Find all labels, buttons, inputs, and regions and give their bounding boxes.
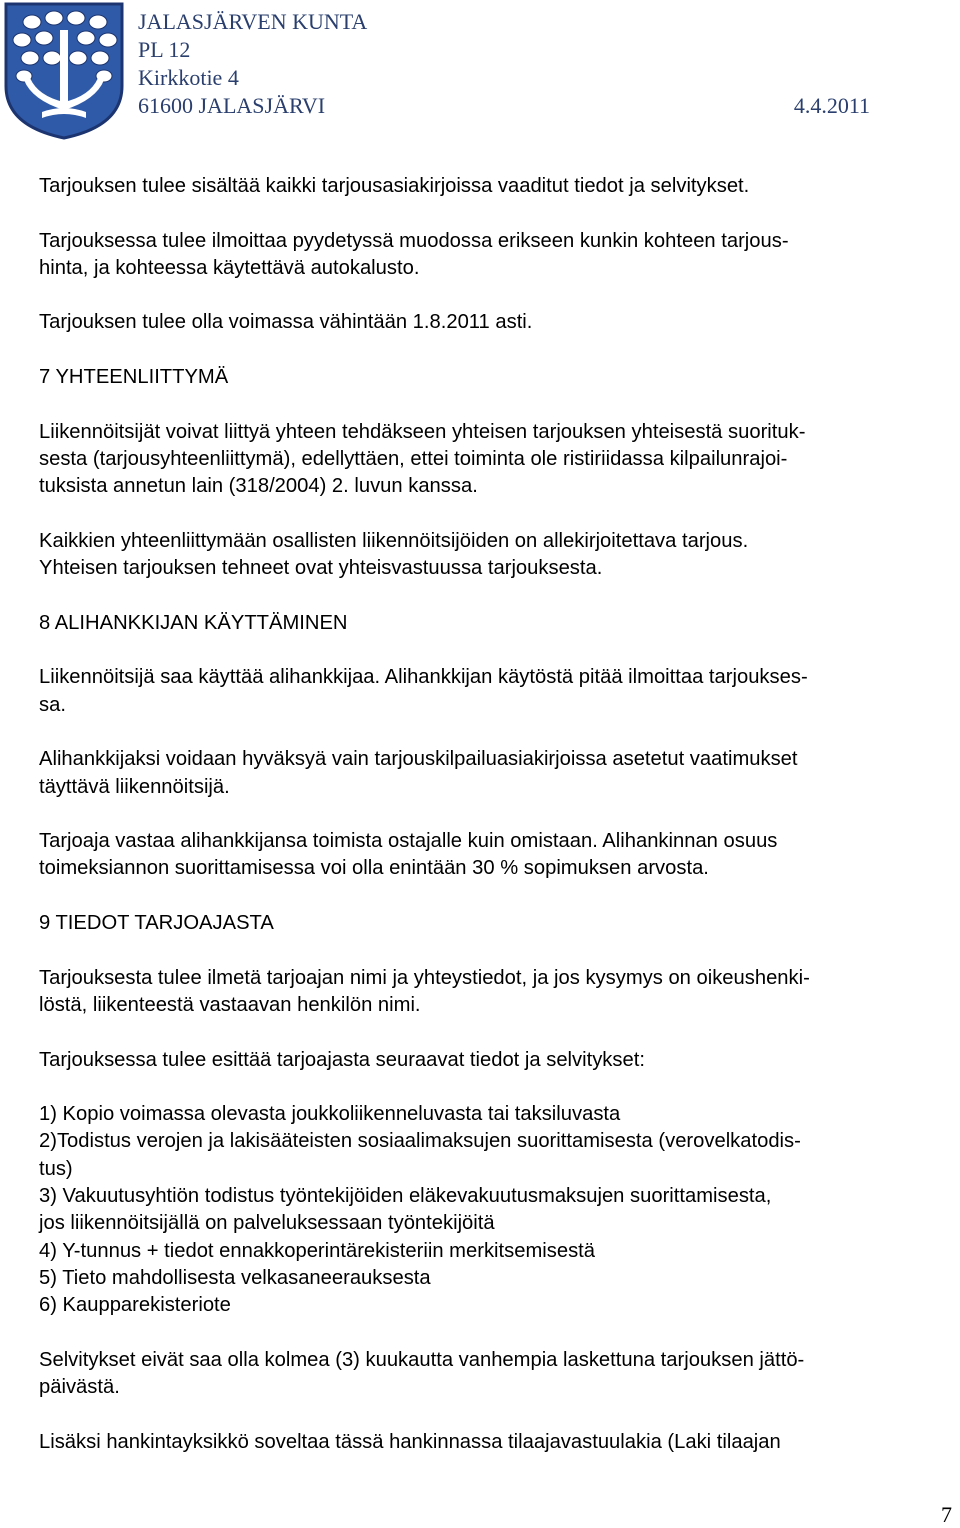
paragraph-line: sesta (tarjousyhteenliittymä), edellyttäen, ettei toiminta ole ristiriidassa kilpailunrajoi- <box>39 447 788 470</box>
paragraph-line: hinta, ja kohteessa käytettävä autokalusto. <box>39 256 420 279</box>
street-address: Kirkkotie 4 <box>138 65 239 90</box>
paragraph-line: löstä, liikenteestä vastaavan henkilön nimi. <box>39 993 421 1016</box>
document-body <box>39 173 957 1456</box>
postal-date-row <box>138 92 870 120</box>
document-date: 4.4.2011 <box>793 93 870 118</box>
page-number: 7 <box>941 1502 952 1527</box>
paragraph-line: Liikennöitsijä saa käyttää alihankkijaa. Alihankkijan käytöstä pitää ilmoittaa tarjoukses- <box>39 666 808 689</box>
postal-address: 61600 JALASJÄRVI <box>138 93 326 118</box>
list-item: 3) Vakuutusyhtiön todistus työntekijöiden eläkevakuutusmaksujen suorittamisesta, <box>39 1184 772 1207</box>
list-item: tus) <box>39 1157 73 1180</box>
municipality-crest <box>2 0 126 140</box>
paragraph: Tarjouksen tulee olla voimassa vähintään 1.8.2011 asti. <box>39 311 533 334</box>
paragraph-line: Selvitykset eivät saa olla kolmea (3) kuukautta vanhempia laskettuna tarjouksen jättö- <box>39 1348 805 1371</box>
paragraph-line: toimeksiannon suorittamisessa voi olla enintään 30 % sopimuksen arvosta. <box>39 857 709 880</box>
list-item: 4) Y-tunnus + tiedot ennakkoperintärekisteriin merkitsemisestä <box>39 1239 596 1262</box>
list-item: 5) Tieto mahdollisesta velkasaneerauksesta <box>39 1266 431 1289</box>
paragraph-line: Yhteisen tarjouksen tehneet ovat yhteisvastuussa tarjouksesta. <box>39 557 603 580</box>
paragraph-line: päivästä. <box>39 1376 120 1399</box>
section-heading-8: 8 ALIHANKKIJAN KÄYTTÄMINEN <box>39 611 348 634</box>
list-item: 6) Kaupparekisteriote <box>39 1294 231 1317</box>
org-name: JALASJÄRVEN KUNTA <box>138 9 368 34</box>
list-item: 1) Kopio voimassa olevasta joukkoliikenneluvasta tai taksiluvasta <box>39 1103 621 1126</box>
letterhead <box>138 8 898 120</box>
list-item: 2)Todistus verojen ja lakisääteisten sosiaalimaksujen suorittamisesta (verovelkatodis- <box>39 1130 801 1153</box>
paragraph-line: Tarjoaja vastaa alihankkijansa toimista ostajalle kuin omistaan. Alihankinnan osuus <box>39 830 778 853</box>
paragraph: Tarjouksen tulee sisältää kaikki tarjousasiakirjoissa vaaditut tiedot ja selvitykset. <box>39 175 750 197</box>
paragraph-line: Liikennöitsijät voivat liittyä yhteen tehdäkseen yhteisen tarjouksen yhteisestä suorituk- <box>39 420 806 443</box>
paragraph: Lisäksi hankintayksikkö soveltaa tässä hankinnassa tilaajavastuulakia (Laki tilaajan <box>39 1430 781 1453</box>
section-heading-7: 7 YHTEENLIITTYMÄ <box>39 366 229 389</box>
paragraph-line: sa. <box>39 693 66 716</box>
paragraph-line: täyttävä liikennöitsijä. <box>39 775 230 798</box>
paragraph-line: Tarjouksesta tulee ilmetä tarjoajan nimi ja yhteystiedot, ja jos kysymys on oikeushenki- <box>39 966 810 989</box>
section-heading-9: 9 TIEDOT TARJOAJASTA <box>39 912 274 935</box>
paragraph-line: Kaikkien yhteenliittymään osallisten liikennöitsijöiden on allekirjoitettava tarjous. <box>39 529 749 552</box>
paragraph-line: Tarjouksessa tulee ilmoittaa pyydetyssä muodossa erikseen kunkin kohteen tarjous- <box>39 229 789 252</box>
po-box: PL 12 <box>138 37 191 62</box>
list-item: jos liikennöitsijällä on palveluksessaan työntekijöitä <box>39 1212 495 1235</box>
paragraph-line: tuksista annetun lain (318/2004) 2. luvun kanssa. <box>39 475 478 498</box>
paragraph-line: Alihankkijaksi voidaan hyväksyä vain tarjouskilpailuasiakirjoissa asetetut vaatimukset <box>39 748 798 771</box>
paragraph: Tarjouksessa tulee esittää tarjoajasta seuraavat tiedot ja selvitykset: <box>39 1048 645 1071</box>
